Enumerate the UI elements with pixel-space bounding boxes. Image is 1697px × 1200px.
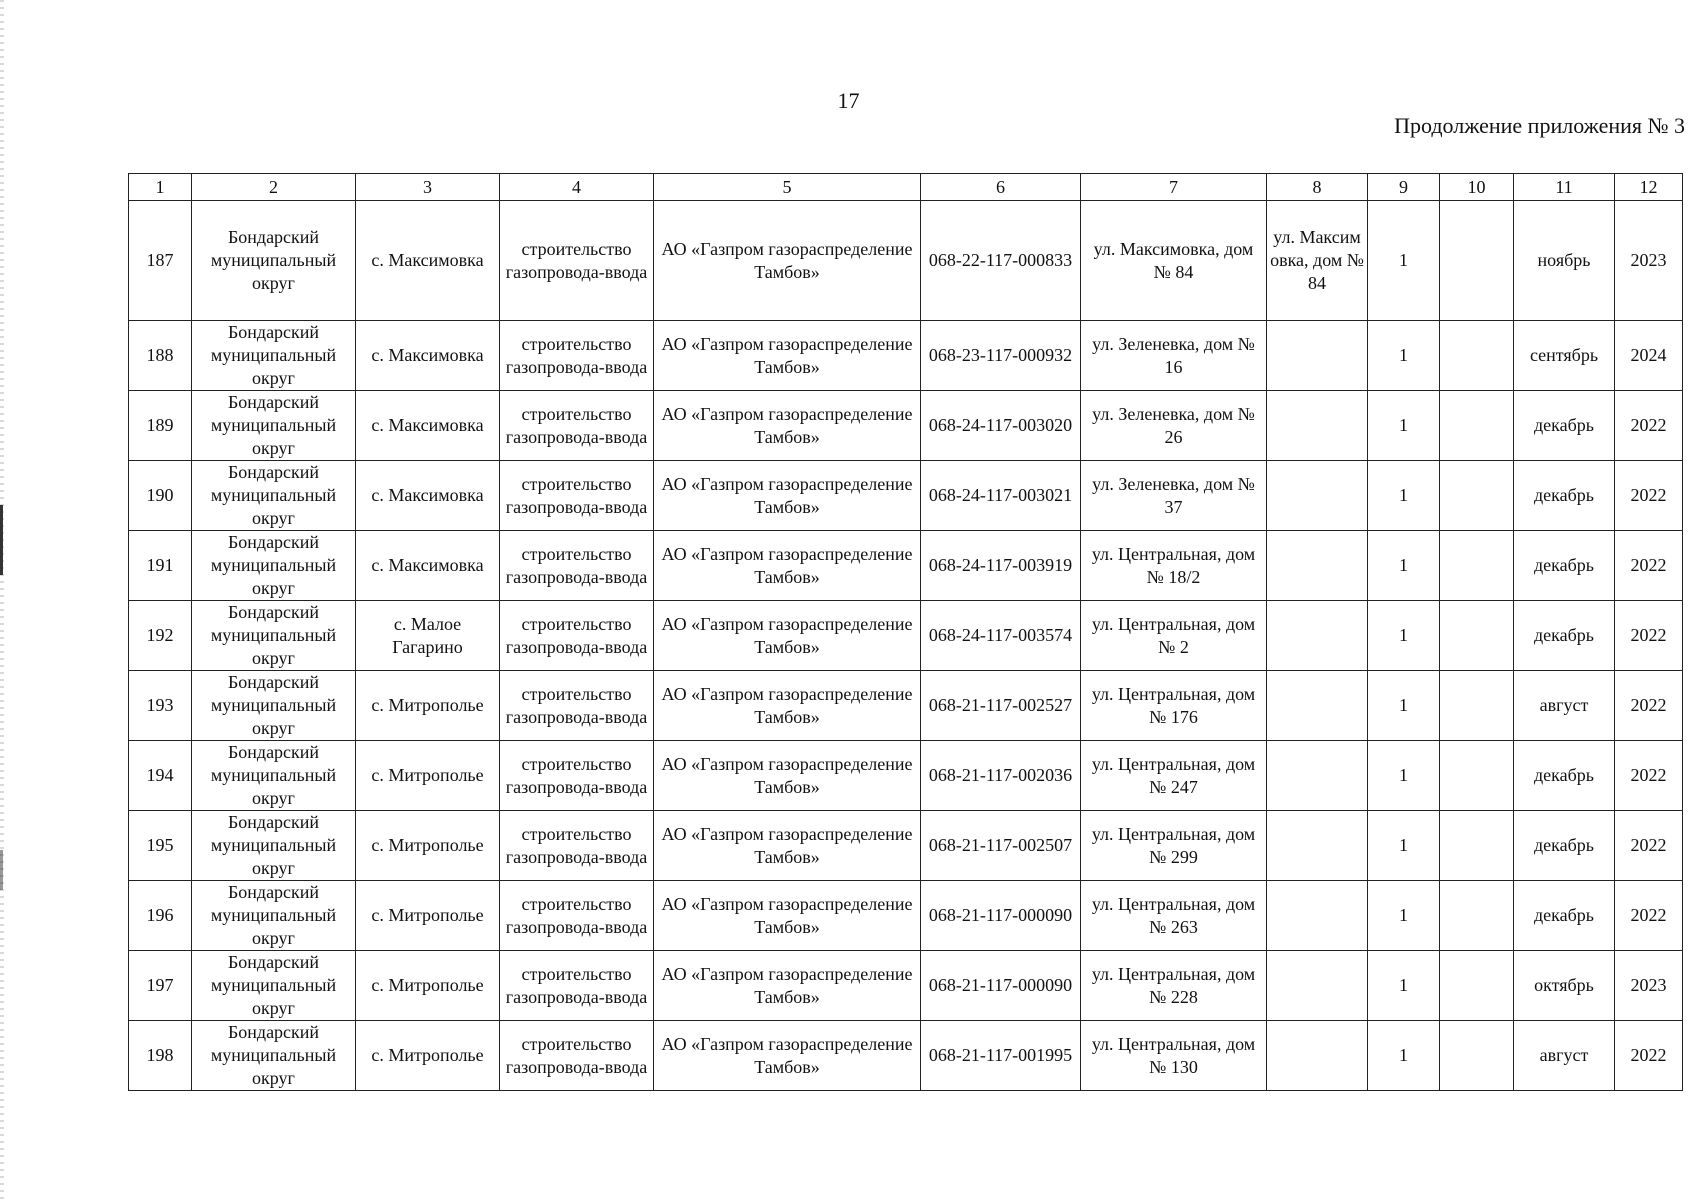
column-header-11: 11: [1514, 174, 1615, 201]
column-8-cell: [1267, 391, 1368, 461]
locality-cell: с. Митрополье: [356, 811, 500, 881]
quantity-cell: 1: [1368, 951, 1440, 1021]
work-type-cell: строительство газопровода-ввода: [500, 671, 654, 741]
month-cell: декабрь: [1514, 461, 1615, 531]
year-cell: 2023: [1615, 201, 1683, 321]
table-row: [129, 881, 1683, 951]
address-cell: ул. Центральная, дом № 18/2: [1081, 531, 1267, 601]
district-cell: Бондарский муниципальный округ: [192, 321, 356, 391]
table-row: [129, 391, 1683, 461]
address-cell: ул. Центральная, дом № 176: [1081, 671, 1267, 741]
organization-cell: АО «Газпром газораспределение Тамбов»: [654, 201, 921, 321]
organization-cell: АО «Газпром газораспределение Тамбов»: [654, 671, 921, 741]
district-cell: Бондарский муниципальный округ: [192, 811, 356, 881]
quantity-cell: 1: [1368, 531, 1440, 601]
registry-code-cell: 068-23-117-000932: [921, 321, 1081, 391]
district-cell: Бондарский муниципальный округ: [192, 391, 356, 461]
quantity-cell: 1: [1368, 881, 1440, 951]
district-cell: Бондарский муниципальный округ: [192, 671, 356, 741]
month-cell: август: [1514, 671, 1615, 741]
column-header-3: 3: [356, 174, 500, 201]
locality-cell: с. Максимовка: [356, 531, 500, 601]
month-cell: декабрь: [1514, 601, 1615, 671]
scan-mark: [0, 505, 3, 575]
district-cell: Бондарский муниципальный округ: [192, 741, 356, 811]
quantity-cell: 1: [1368, 741, 1440, 811]
column-10-cell: [1440, 881, 1514, 951]
work-type-cell: строительство газопровода-ввода: [500, 741, 654, 811]
organization-cell: АО «Газпром газораспределение Тамбов»: [654, 951, 921, 1021]
address-cell: ул. Максимовка, дом № 84: [1081, 201, 1267, 321]
address-cell: ул. Центральная, дом № 130: [1081, 1021, 1267, 1091]
district-cell: Бондарский муниципальный округ: [192, 601, 356, 671]
work-type-cell: строительство газопровода-ввода: [500, 461, 654, 531]
district-cell: Бондарский муниципальный округ: [192, 531, 356, 601]
column-header-8: 8: [1267, 174, 1368, 201]
locality-cell: с. Митрополье: [356, 881, 500, 951]
work-type-cell: строительство газопровода-ввода: [500, 811, 654, 881]
locality-cell: с. Максимовка: [356, 201, 500, 321]
table-body: [129, 201, 1683, 1091]
column-10-cell: [1440, 321, 1514, 391]
column-10-cell: [1440, 461, 1514, 531]
quantity-cell: 1: [1368, 671, 1440, 741]
year-cell: 2022: [1615, 461, 1683, 531]
work-type-cell: строительство газопровода-ввода: [500, 881, 654, 951]
quantity-cell: 1: [1368, 461, 1440, 531]
row-number-cell: 195: [129, 811, 192, 881]
work-type-cell: строительство газопровода-ввода: [500, 531, 654, 601]
month-cell: декабрь: [1514, 391, 1615, 461]
organization-cell: АО «Газпром газораспределение Тамбов»: [654, 601, 921, 671]
column-10-cell: [1440, 601, 1514, 671]
row-number-cell: 192: [129, 601, 192, 671]
column-header-6: 6: [921, 174, 1081, 201]
registry-code-cell: 068-24-117-003919: [921, 531, 1081, 601]
year-cell: 2022: [1615, 671, 1683, 741]
column-header-10: 10: [1440, 174, 1514, 201]
month-cell: декабрь: [1514, 811, 1615, 881]
column-10-cell: [1440, 741, 1514, 811]
row-number-cell: 189: [129, 391, 192, 461]
row-number-cell: 188: [129, 321, 192, 391]
column-8-cell: [1267, 461, 1368, 531]
month-cell: декабрь: [1514, 881, 1615, 951]
column-8-cell: [1267, 951, 1368, 1021]
registry-code-cell: 068-24-117-003020: [921, 391, 1081, 461]
organization-cell: АО «Газпром газораспределение Тамбов»: [654, 811, 921, 881]
district-cell: Бондарский муниципальный округ: [192, 461, 356, 531]
organization-cell: АО «Газпром газораспределение Тамбов»: [654, 461, 921, 531]
row-number-cell: 196: [129, 881, 192, 951]
locality-cell: с. Малое Гагарино: [356, 601, 500, 671]
work-type-cell: строительство газопровода-ввода: [500, 951, 654, 1021]
column-10-cell: [1440, 531, 1514, 601]
registry-code-cell: 068-21-117-002507: [921, 811, 1081, 881]
table-row: [129, 531, 1683, 601]
table-row: [129, 1021, 1683, 1091]
month-cell: декабрь: [1514, 741, 1615, 811]
work-type-cell: строительство газопровода-ввода: [500, 601, 654, 671]
year-cell: 2023: [1615, 951, 1683, 1021]
column-10-cell: [1440, 951, 1514, 1021]
row-number-cell: 198: [129, 1021, 192, 1091]
column-8-cell: [1267, 881, 1368, 951]
header-row: [129, 174, 1683, 201]
table-row: [129, 461, 1683, 531]
registry-code-cell: 068-22-117-000833: [921, 201, 1081, 321]
organization-cell: АО «Газпром газораспределение Тамбов»: [654, 1021, 921, 1091]
column-8-cell: [1267, 671, 1368, 741]
quantity-cell: 1: [1368, 1021, 1440, 1091]
registry-code-cell: 068-21-117-000090: [921, 881, 1081, 951]
year-cell: 2022: [1615, 741, 1683, 811]
organization-cell: АО «Газпром газораспределение Тамбов»: [654, 531, 921, 601]
month-cell: октябрь: [1514, 951, 1615, 1021]
district-cell: Бондарский муниципальный округ: [192, 881, 356, 951]
month-cell: сентябрь: [1514, 321, 1615, 391]
locality-cell: с. Митрополье: [356, 1021, 500, 1091]
month-cell: август: [1514, 1021, 1615, 1091]
district-cell: Бондарский муниципальный округ: [192, 1021, 356, 1091]
table-row: [129, 671, 1683, 741]
organization-cell: АО «Газпром газораспределение Тамбов»: [654, 881, 921, 951]
locality-cell: с. Митрополье: [356, 671, 500, 741]
year-cell: 2022: [1615, 1021, 1683, 1091]
table-row: [129, 951, 1683, 1021]
column-header-4: 4: [500, 174, 654, 201]
address-cell: ул. Центральная, дом № 263: [1081, 881, 1267, 951]
address-cell: ул. Центральная, дом № 247: [1081, 741, 1267, 811]
column-8-cell: ул. Максим овка, дом № 84: [1267, 201, 1368, 321]
year-cell: 2022: [1615, 391, 1683, 461]
row-number-cell: 187: [129, 201, 192, 321]
column-10-cell: [1440, 671, 1514, 741]
year-cell: 2022: [1615, 811, 1683, 881]
scan-edge-artifact: [0, 0, 4, 1200]
work-type-cell: строительство газопровода-ввода: [500, 1021, 654, 1091]
quantity-cell: 1: [1368, 321, 1440, 391]
table-row: [129, 201, 1683, 321]
scan-mark: [0, 850, 3, 890]
registry-code-cell: 068-21-117-001995: [921, 1021, 1081, 1091]
table-row: [129, 601, 1683, 671]
column-10-cell: [1440, 811, 1514, 881]
organization-cell: АО «Газпром газораспределение Тамбов»: [654, 741, 921, 811]
locality-cell: с. Митрополье: [356, 951, 500, 1021]
column-10-cell: [1440, 391, 1514, 461]
registry-code-cell: 068-21-117-002527: [921, 671, 1081, 741]
row-number-cell: 191: [129, 531, 192, 601]
address-cell: ул. Центральная, дом № 2: [1081, 601, 1267, 671]
year-cell: 2022: [1615, 531, 1683, 601]
year-cell: 2022: [1615, 601, 1683, 671]
organization-cell: АО «Газпром газораспределение Тамбов»: [654, 321, 921, 391]
row-number-cell: 197: [129, 951, 192, 1021]
month-cell: декабрь: [1514, 531, 1615, 601]
column-header-7: 7: [1081, 174, 1267, 201]
quantity-cell: 1: [1368, 811, 1440, 881]
address-cell: ул. Центральная, дом № 299: [1081, 811, 1267, 881]
appendix-continuation-note: Продолжение приложения № 3: [1394, 113, 1685, 138]
year-cell: 2022: [1615, 881, 1683, 951]
quantity-cell: 1: [1368, 391, 1440, 461]
page-number: 17: [837, 88, 860, 113]
column-header-9: 9: [1368, 174, 1440, 201]
column-8-cell: [1267, 741, 1368, 811]
locality-cell: с. Максимовка: [356, 461, 500, 531]
column-header-2: 2: [192, 174, 356, 201]
column-8-cell: [1267, 601, 1368, 671]
organization-cell: АО «Газпром газораспределение Тамбов»: [654, 391, 921, 461]
row-number-cell: 190: [129, 461, 192, 531]
column-8-cell: [1267, 811, 1368, 881]
address-cell: ул. Зеленевка, дом № 37: [1081, 461, 1267, 531]
address-cell: ул. Зеленевка, дом № 16: [1081, 321, 1267, 391]
table-row: [129, 741, 1683, 811]
locality-cell: с. Максимовка: [356, 391, 500, 461]
locality-cell: с. Митрополье: [356, 741, 500, 811]
work-type-cell: строительство газопровода-ввода: [500, 201, 654, 321]
row-number-cell: 194: [129, 741, 192, 811]
registry-table: [128, 173, 1683, 1091]
table-header: [129, 174, 1683, 201]
district-cell: Бондарский муниципальный округ: [192, 951, 356, 1021]
column-8-cell: [1267, 321, 1368, 391]
row-number-cell: 193: [129, 671, 192, 741]
registry-code-cell: 068-24-117-003021: [921, 461, 1081, 531]
address-cell: ул. Зеленевка, дом № 26: [1081, 391, 1267, 461]
address-cell: ул. Центральная, дом № 228: [1081, 951, 1267, 1021]
locality-cell: с. Максимовка: [356, 321, 500, 391]
work-type-cell: строительство газопровода-ввода: [500, 321, 654, 391]
table-row: [129, 321, 1683, 391]
registry-code-cell: 068-21-117-002036: [921, 741, 1081, 811]
column-8-cell: [1267, 1021, 1368, 1091]
table-row: [129, 811, 1683, 881]
column-header-12: 12: [1615, 174, 1683, 201]
work-type-cell: строительство газопровода-ввода: [500, 391, 654, 461]
column-10-cell: [1440, 1021, 1514, 1091]
column-header-1: 1: [129, 174, 192, 201]
registry-code-cell: 068-24-117-003574: [921, 601, 1081, 671]
quantity-cell: 1: [1368, 201, 1440, 321]
year-cell: 2024: [1615, 321, 1683, 391]
column-8-cell: [1267, 531, 1368, 601]
column-header-5: 5: [654, 174, 921, 201]
column-10-cell: [1440, 201, 1514, 321]
quantity-cell: 1: [1368, 601, 1440, 671]
district-cell: Бондарский муниципальный округ: [192, 201, 356, 321]
registry-code-cell: 068-21-117-000090: [921, 951, 1081, 1021]
month-cell: ноябрь: [1514, 201, 1615, 321]
